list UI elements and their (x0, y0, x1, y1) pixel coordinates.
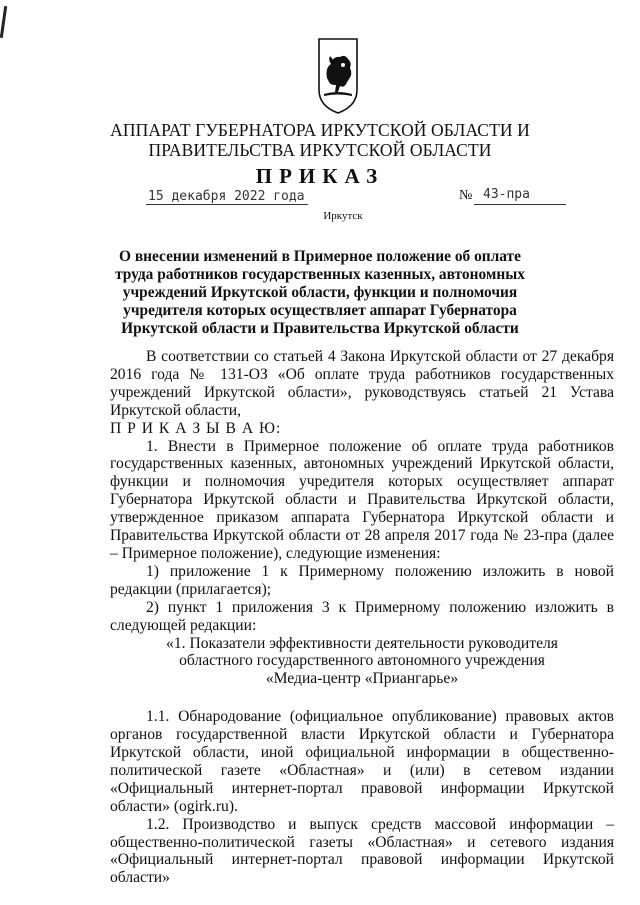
section-heading-line2: областного государственного автономного учреждения (179, 652, 545, 670)
clause-1: 1. Внести в Примерное положение об оплате труда работников государственных казенных, автономных учреждений Иркутской области, функции и полномочия учредителя которых осуществляет аппарат Губернатора Иркутской области и Правительства Иркутской области, утвержденное приказом аппарата Губернатора Иркутской области и Правительства Иркутской области от 28 апреля 2017 года № 23-пра (далее – Примерное положение), следующие изменения: (110, 437, 614, 562)
order-word: П Р И К А З Ы В А Ю: (110, 419, 282, 437)
section-heading-line3: «Медиа-центр «Приангарье» (265, 670, 459, 688)
document-city: Иркутск (323, 210, 363, 222)
coat-of-arms-icon (318, 38, 358, 114)
preamble-paragraph: В соответствии со статьей 4 Закона Иркутской области от 27 декабря 2016 года № 131-ОЗ «Об оплате труда работников государственных учреждений Иркутской области», руководствуясь статьей 21 Устава Иркутской области, (110, 348, 614, 419)
date-underline (146, 204, 308, 205)
document-date: 15 декабря 2022 года (148, 189, 305, 204)
clause-1-subitem-1: 1) приложение 1 к Примерному положению изложить в новой редакции (прилагается); (110, 562, 614, 598)
clause-1-subitem-2: 2) пункт 1 приложения 3 к Примерному положению изложить в следующей редакции: (110, 598, 614, 634)
document-title: О внесении изменений в Примерное положение об оплате труда работников государственных казенных, автономных учреждений Иркутской области, функции и полномочия учредителя которых осуществляет аппарат Губернатора Иркутской области и Правительства Иркутской области (115, 248, 525, 337)
organization-name-line2: ПРАВИТЕЛЬСТВА ИРКУТСКОЙ ОБЛАСТИ (148, 140, 492, 160)
number-underline (474, 204, 566, 205)
document-number: 43-пра (483, 187, 530, 202)
indicator-1-1: 1.1. Обнародование (официальное опубликование) правовых актов органов государственной власти Иркутской области и Губернатора Иркутской области, иной официальной информации в общественно-политической газете «Областная» и (или) в сетевом издании «Официальный интернет-портал правовой информации Иркутской области» (ogirk.ru). (110, 708, 614, 815)
number-label: № (459, 188, 473, 203)
indicator-1-2: 1.2. Производство и выпуск средств массовой информации – общественно-политической газеты «Областная» и сетевого издания «Официальный интернет-портал правовой информации Иркутской области» (110, 815, 614, 887)
organization-name-line1: АППАРАТ ГУБЕРНАТОРА ИРКУТСКОЙ ОБЛАСТИ И (110, 120, 530, 140)
document-body (110, 348, 614, 887)
scan-corner-mark (0, 6, 7, 38)
section-heading-line1: «1. Показатели эффективности деятельности руководителя (166, 634, 558, 652)
document-type: ПРИКАЗ (255, 164, 385, 188)
